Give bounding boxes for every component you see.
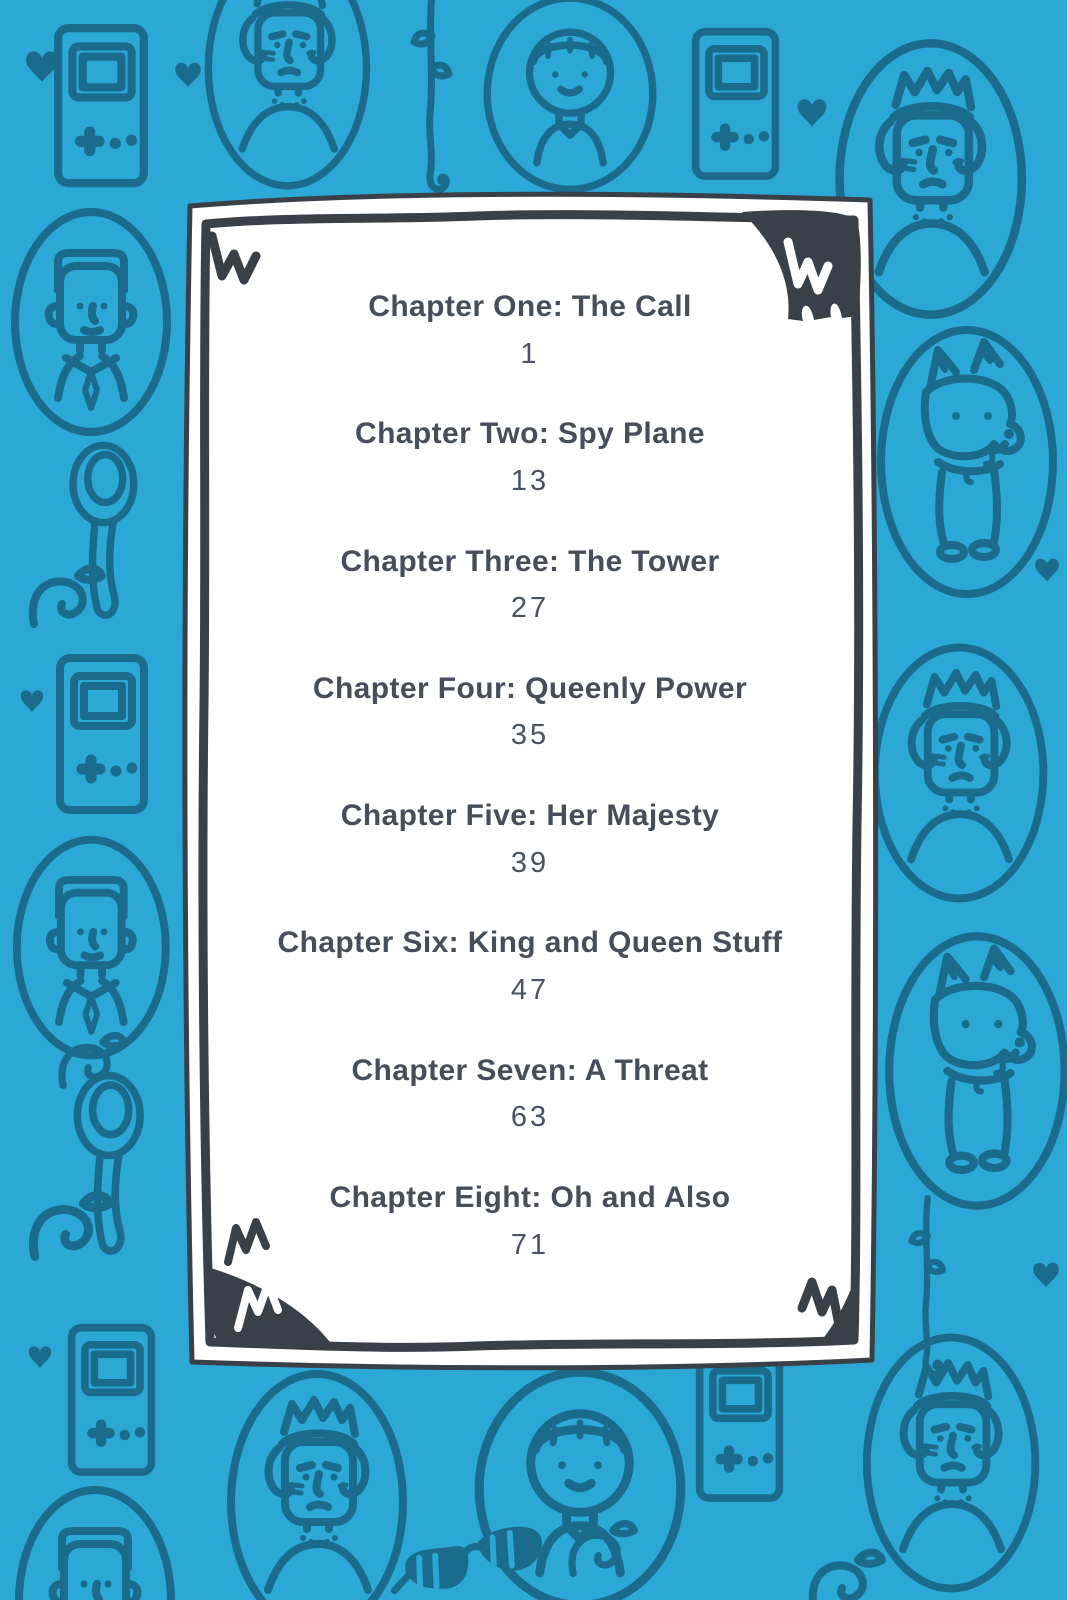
chapter-title: Chapter Seven: A Threat — [351, 1053, 709, 1087]
toc-entry — [222, 543, 838, 626]
toc-entry — [222, 415, 838, 498]
chapter-title: Chapter Eight: Oh and Also — [329, 1181, 731, 1215]
queen-portrait-doodle — [208, 0, 366, 186]
man-portrait-doodle — [19, 1490, 171, 1600]
game-console-doodle — [696, 32, 776, 176]
game-console-doodle — [58, 28, 144, 183]
toc-entry — [222, 1179, 838, 1262]
chapter-title: Chapter One: The Call — [368, 290, 692, 323]
chapter-title: Chapter Four: Queenly Power — [312, 671, 748, 705]
heart-doodle — [1033, 1263, 1059, 1287]
vine-doodle — [414, 0, 449, 189]
boy-portrait-doodle — [487, 0, 653, 189]
swirl-doodle — [813, 1553, 882, 1600]
chapter-page-number: 63 — [510, 1101, 550, 1134]
chapter-page-number: 13 — [510, 464, 550, 497]
toc-entry — [222, 288, 838, 371]
chapter-title: Chapter Five: Her Majesty — [340, 799, 720, 833]
game-console-doodle — [72, 1328, 152, 1472]
chapter-page-number: 35 — [510, 719, 550, 752]
man-portrait-doodle — [17, 840, 166, 1056]
heart-doodle — [1035, 559, 1059, 582]
toc-entry — [222, 797, 838, 880]
chapter-page-number: 71 — [510, 1228, 550, 1261]
queen-portrait-doodle — [867, 1338, 1036, 1589]
queen-portrait-doodle — [875, 648, 1044, 899]
toc-entry — [222, 924, 838, 1007]
heart-doodle — [26, 51, 58, 82]
corgi-portrait-doodle — [881, 330, 1053, 594]
heart-doodle — [798, 99, 827, 127]
chapter-page-number: 27 — [510, 592, 550, 625]
toc-entry — [222, 670, 838, 753]
heart-doodle — [175, 63, 201, 87]
game-console-doodle — [60, 658, 144, 810]
chapter-page-number: 1 — [520, 337, 540, 370]
chapter-title: Chapter Six: King and Queen Stuff — [277, 926, 783, 960]
heart-doodle — [21, 690, 43, 711]
table-of-contents — [222, 184, 838, 1306]
chapter-title: Chapter Three: The Tower — [340, 544, 720, 578]
chapter-page-number: 47 — [510, 973, 550, 1006]
contents-panel — [176, 184, 884, 1376]
chapter-page-number: 39 — [510, 846, 550, 879]
corgi-portrait-doodle — [889, 936, 1064, 1205]
chapter-title: Chapter Two: Spy Plane — [355, 417, 705, 451]
queen-portrait-doodle — [231, 1374, 403, 1600]
heart-doodle — [29, 1346, 51, 1367]
toc-entry — [222, 1052, 838, 1135]
man-portrait-doodle — [15, 212, 167, 432]
